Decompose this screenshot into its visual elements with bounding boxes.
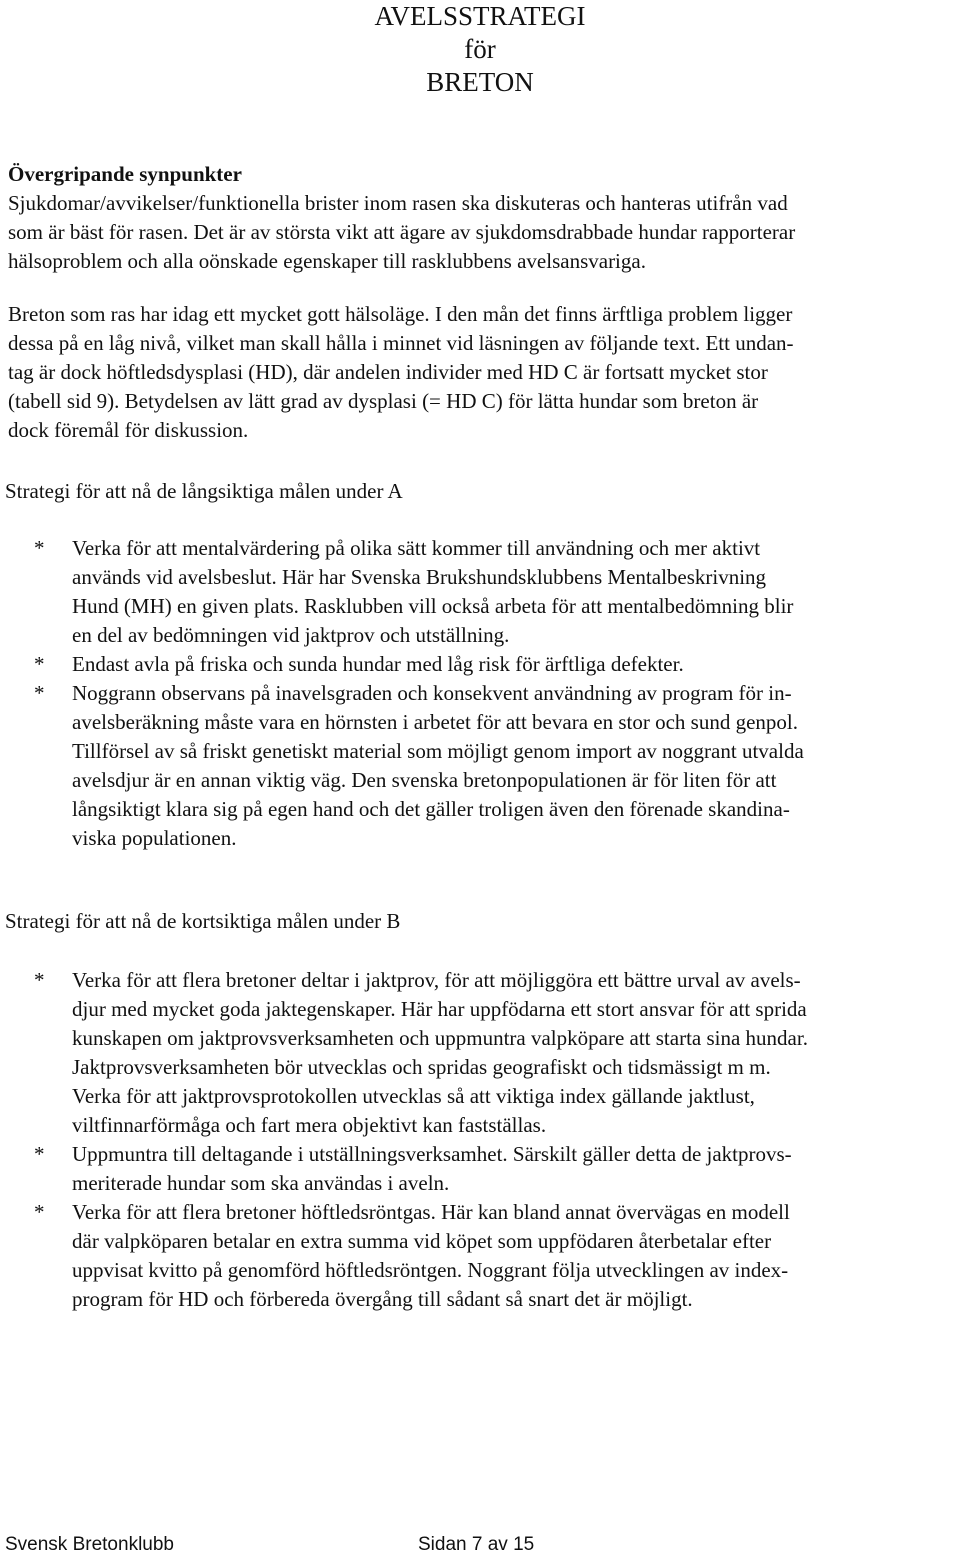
bullet-marker: * (34, 968, 45, 992)
text-line: hälsoproblem och alla oönskade egenskaper till rasklubbens avelsansvariga. (8, 249, 646, 273)
title-line-2: för (464, 34, 496, 64)
list-item (34, 966, 954, 1140)
text-line: där valpköparen betalar en extra summa vid köpet som uppfödaren återbetalar efter (72, 1229, 772, 1253)
bullet-marker: * (34, 536, 45, 560)
text-line: Endast avla på friska och sunda hundar med låg risk för ärftliga defekter. (72, 652, 684, 676)
text-line: en del av bedömningen vid jaktprov och utställning. (72, 623, 510, 647)
text-line: Uppmuntra till deltagande i utställningsverksamhet. Särskilt gäller detta de jaktprovs- (72, 1142, 792, 1166)
short-term-strategy-list (34, 966, 954, 1314)
text-line: Verka för att flera bretoner höftledsröntgas. Här kan bland annat övervägas en modell (72, 1200, 790, 1224)
text-line: dessa på en låg nivå, vilket man skall hålla i minnet vid läsningen av följande text. Ett undan- (8, 331, 794, 355)
bullet-marker: * (34, 652, 45, 676)
text-line: kunskapen om jaktprovsverksamheten och uppmuntra valpköpare att starta sina hundar. (72, 1026, 808, 1050)
text-line: (tabell sid 9). Betydelsen av lätt grad av dysplasi (= HD C) för lätta hundar som breton är (8, 389, 759, 413)
overview-paragraph-1 (8, 189, 952, 276)
overview-paragraph-2 (8, 300, 952, 445)
text-line: avelsdjur är en annan viktig väg. Den svenska bretonpopulationen är för liten för att (72, 768, 777, 792)
text-line: tag är dock höftledsdysplasi (HD), där andelen individer med HD C är fortsatt mycket stor (8, 360, 768, 384)
text-line: dock föremål för diskussion. (8, 418, 249, 442)
overview-heading: Övergripande synpunkter (8, 162, 242, 186)
list-item (34, 679, 954, 853)
long-term-strategy-heading: Strategi för att nå de långsiktiga målen under A (5, 479, 403, 503)
text-line: Breton som ras har idag ett mycket gott hälsoläge. I den mån det finns ärftliga problem ligger (8, 302, 793, 326)
title-line-1: AVELSSTRATEGI (374, 1, 586, 31)
text-line: Jaktprovsverksamheten bör utvecklas och spridas geografiskt och tidsmässigt m m. (72, 1055, 771, 1079)
long-term-strategy-list (34, 534, 954, 853)
text-line: program för HD och förbereda övergång till sådant så snart det är möjligt. (72, 1287, 693, 1311)
title-line-3: BRETON (426, 67, 534, 97)
bullet-marker: * (34, 1142, 45, 1166)
text-line: avelsberäkning måste vara en hörnsten i arbetet för att bevara en stor och sund genpol. (72, 710, 798, 734)
text-line: långsiktigt klara sig på egen hand och det gäller troligen även den förenade skandina- (72, 797, 790, 821)
list-item (34, 1140, 954, 1198)
document-title (0, 0, 960, 99)
text-line: Verka för att jaktprovsprotokollen utvecklas så att viktiga index gällande jaktlust, (72, 1084, 755, 1108)
text-line: Hund (MH) en given plats. Rasklubben vill också arbeta för att mentalbedömning blir (72, 594, 794, 618)
list-item (34, 534, 954, 650)
text-line: Verka för att mentalvärdering på olika sätt kommer till användning och mer aktivt (72, 536, 761, 560)
text-line: används vid avelsbeslut. Här har Svenska Brukshundsklubbens Mentalbeskrivning (72, 565, 767, 589)
text-line: uppvisat kvitto på genomförd höftledsröntgen. Noggrant följa utvecklingen av index- (72, 1258, 789, 1282)
text-line: viltfinnarförmåga och fart mera objektivt kan fastställas. (72, 1113, 547, 1137)
text-line: som är bäst för rasen. Det är av största vikt att ägare av sjukdomsdrabbade hundar rapporterar (8, 220, 796, 244)
bullet-marker: * (34, 681, 45, 705)
text-line: djur med mycket goda jaktegenskaper. Här har uppfödarna ett stort ansvar för att sprida (72, 997, 807, 1021)
bullet-marker: * (34, 1200, 45, 1224)
text-line: Noggrann observans på inavelsgraden och konsekvent användning av program för in- (72, 681, 792, 705)
text-line: viska populationen. (72, 826, 237, 850)
list-item (34, 650, 954, 679)
list-item (34, 1198, 954, 1314)
text-line: Tillförsel av så friskt genetiskt material som möjligt genom import av noggrant utvalda (72, 739, 804, 763)
overview-section (8, 160, 952, 276)
text-line: meriterade hundar som ska användas i aveln. (72, 1171, 450, 1195)
text-line: Verka för att flera bretoner deltar i jaktprov, för att möjliggöra ett bättre urval av avels- (72, 968, 801, 992)
text-line: Sjukdomar/avvikelser/funktionella brister inom rasen ska diskuteras och hanteras utifrån vad (8, 191, 788, 215)
short-term-strategy-heading: Strategi för att nå de kortsiktiga målen under B (5, 909, 401, 933)
footer-club-name: Svensk Bretonklubb (5, 1534, 174, 1555)
footer-page-number: Sidan 7 av 15 (418, 1534, 535, 1555)
